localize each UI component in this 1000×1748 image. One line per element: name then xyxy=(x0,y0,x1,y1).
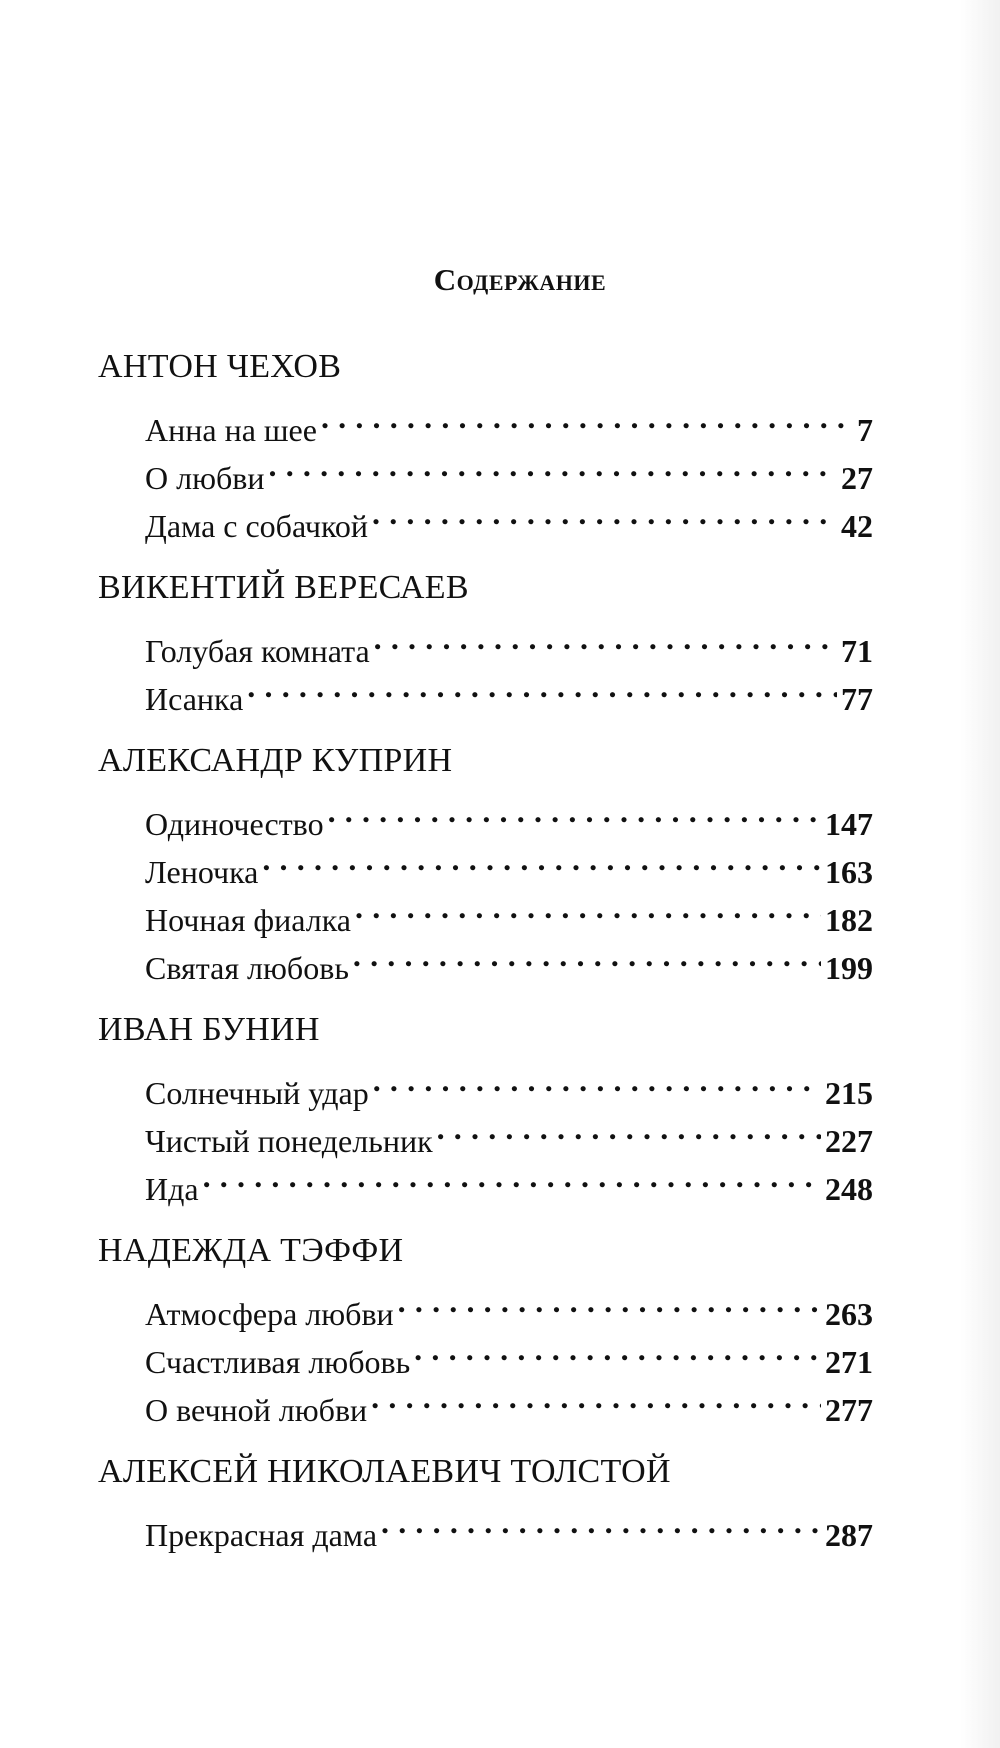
toc-entry[interactable] xyxy=(145,1056,873,1111)
page-number: 277 xyxy=(825,1392,873,1428)
entry-list xyxy=(98,614,873,717)
toc-entry[interactable] xyxy=(145,1277,873,1332)
dot-leader xyxy=(381,1498,821,1546)
entry-title: Исанка xyxy=(145,681,244,717)
page-number: 27 xyxy=(841,460,873,496)
dot-leader xyxy=(398,1277,821,1325)
author-section xyxy=(98,1450,873,1553)
entry-title: Дама с собачкой xyxy=(145,508,369,544)
page-number: 182 xyxy=(825,902,873,938)
page-number: 163 xyxy=(825,854,873,890)
dot-leader xyxy=(203,1152,821,1200)
author-section xyxy=(98,345,873,544)
toc-entry[interactable] xyxy=(145,787,873,842)
author-name: ВИКЕНТИЙ ВЕРЕСАЕВ xyxy=(98,569,469,606)
page-number: 215 xyxy=(825,1075,873,1111)
page-number: 287 xyxy=(825,1517,873,1553)
entry-title: Леночка xyxy=(145,854,259,890)
entry-list xyxy=(98,1498,873,1553)
page-number: 71 xyxy=(841,633,873,669)
page-number: 271 xyxy=(825,1344,873,1380)
page-number: 42 xyxy=(841,508,873,544)
author-section xyxy=(98,1229,873,1428)
dot-leader xyxy=(353,931,821,979)
author-name: АНТОН ЧЕХОВ xyxy=(98,348,342,385)
toc-heading: Содержание xyxy=(433,262,607,297)
author-name: АЛЕКСАНДР КУПРИН xyxy=(98,742,453,779)
entry-title: Ночная фиалка xyxy=(145,902,351,938)
dot-leader xyxy=(247,662,837,710)
dot-leader xyxy=(371,1373,821,1421)
dot-leader xyxy=(372,489,837,537)
entry-title: Прекрасная дама xyxy=(145,1517,378,1553)
entry-title: Счастливая любовь xyxy=(145,1344,411,1380)
page-number: 147 xyxy=(825,806,873,842)
entry-title: Одиночество xyxy=(145,806,324,842)
entry-title: Ида xyxy=(145,1171,199,1207)
page-number: 77 xyxy=(841,681,873,717)
entry-list xyxy=(98,787,873,986)
entry-title: Святая любовь xyxy=(145,950,349,986)
entry-title: Чистый понедельник xyxy=(145,1123,433,1159)
entry-list xyxy=(98,1056,873,1207)
entry-title: Голубая комната xyxy=(145,633,370,669)
dot-leader xyxy=(262,835,821,883)
page-number: 7 xyxy=(857,412,873,448)
dot-leader xyxy=(321,393,853,441)
toc-entry[interactable] xyxy=(145,662,873,717)
author-section xyxy=(98,1008,873,1207)
dot-leader xyxy=(269,441,838,489)
dot-leader xyxy=(355,883,821,931)
dot-leader xyxy=(373,1056,821,1104)
table-of-contents xyxy=(98,345,873,1575)
entry-list xyxy=(98,393,873,544)
toc-entry[interactable] xyxy=(145,1498,873,1553)
page-number: 199 xyxy=(825,950,873,986)
author-section xyxy=(98,566,873,717)
entry-list xyxy=(98,1277,873,1428)
author-name: НАДЕЖДА ТЭФФИ xyxy=(98,1232,404,1269)
entry-title: О любви xyxy=(145,460,265,496)
toc-entry[interactable] xyxy=(145,393,873,448)
toc-entry[interactable] xyxy=(145,614,873,669)
dot-leader xyxy=(414,1325,821,1373)
page-number: 248 xyxy=(825,1171,873,1207)
author-name: АЛЕКСЕЙ НИКОЛАЕВИЧ ТОЛСТОЙ xyxy=(98,1453,671,1490)
entry-title: Анна на шее xyxy=(145,412,317,448)
page-number: 263 xyxy=(825,1296,873,1332)
dot-leader xyxy=(437,1104,821,1152)
page-number: 227 xyxy=(825,1123,873,1159)
dot-leader xyxy=(374,614,837,662)
toc-entry[interactable] xyxy=(145,1152,873,1207)
entry-title: О вечной любви xyxy=(145,1392,368,1428)
entry-title: Солнечный удар xyxy=(145,1075,369,1111)
author-name: ИВАН БУНИН xyxy=(98,1011,320,1048)
dot-leader xyxy=(328,787,821,835)
entry-title: Атмосфера любви xyxy=(145,1296,394,1332)
author-section xyxy=(98,739,873,986)
